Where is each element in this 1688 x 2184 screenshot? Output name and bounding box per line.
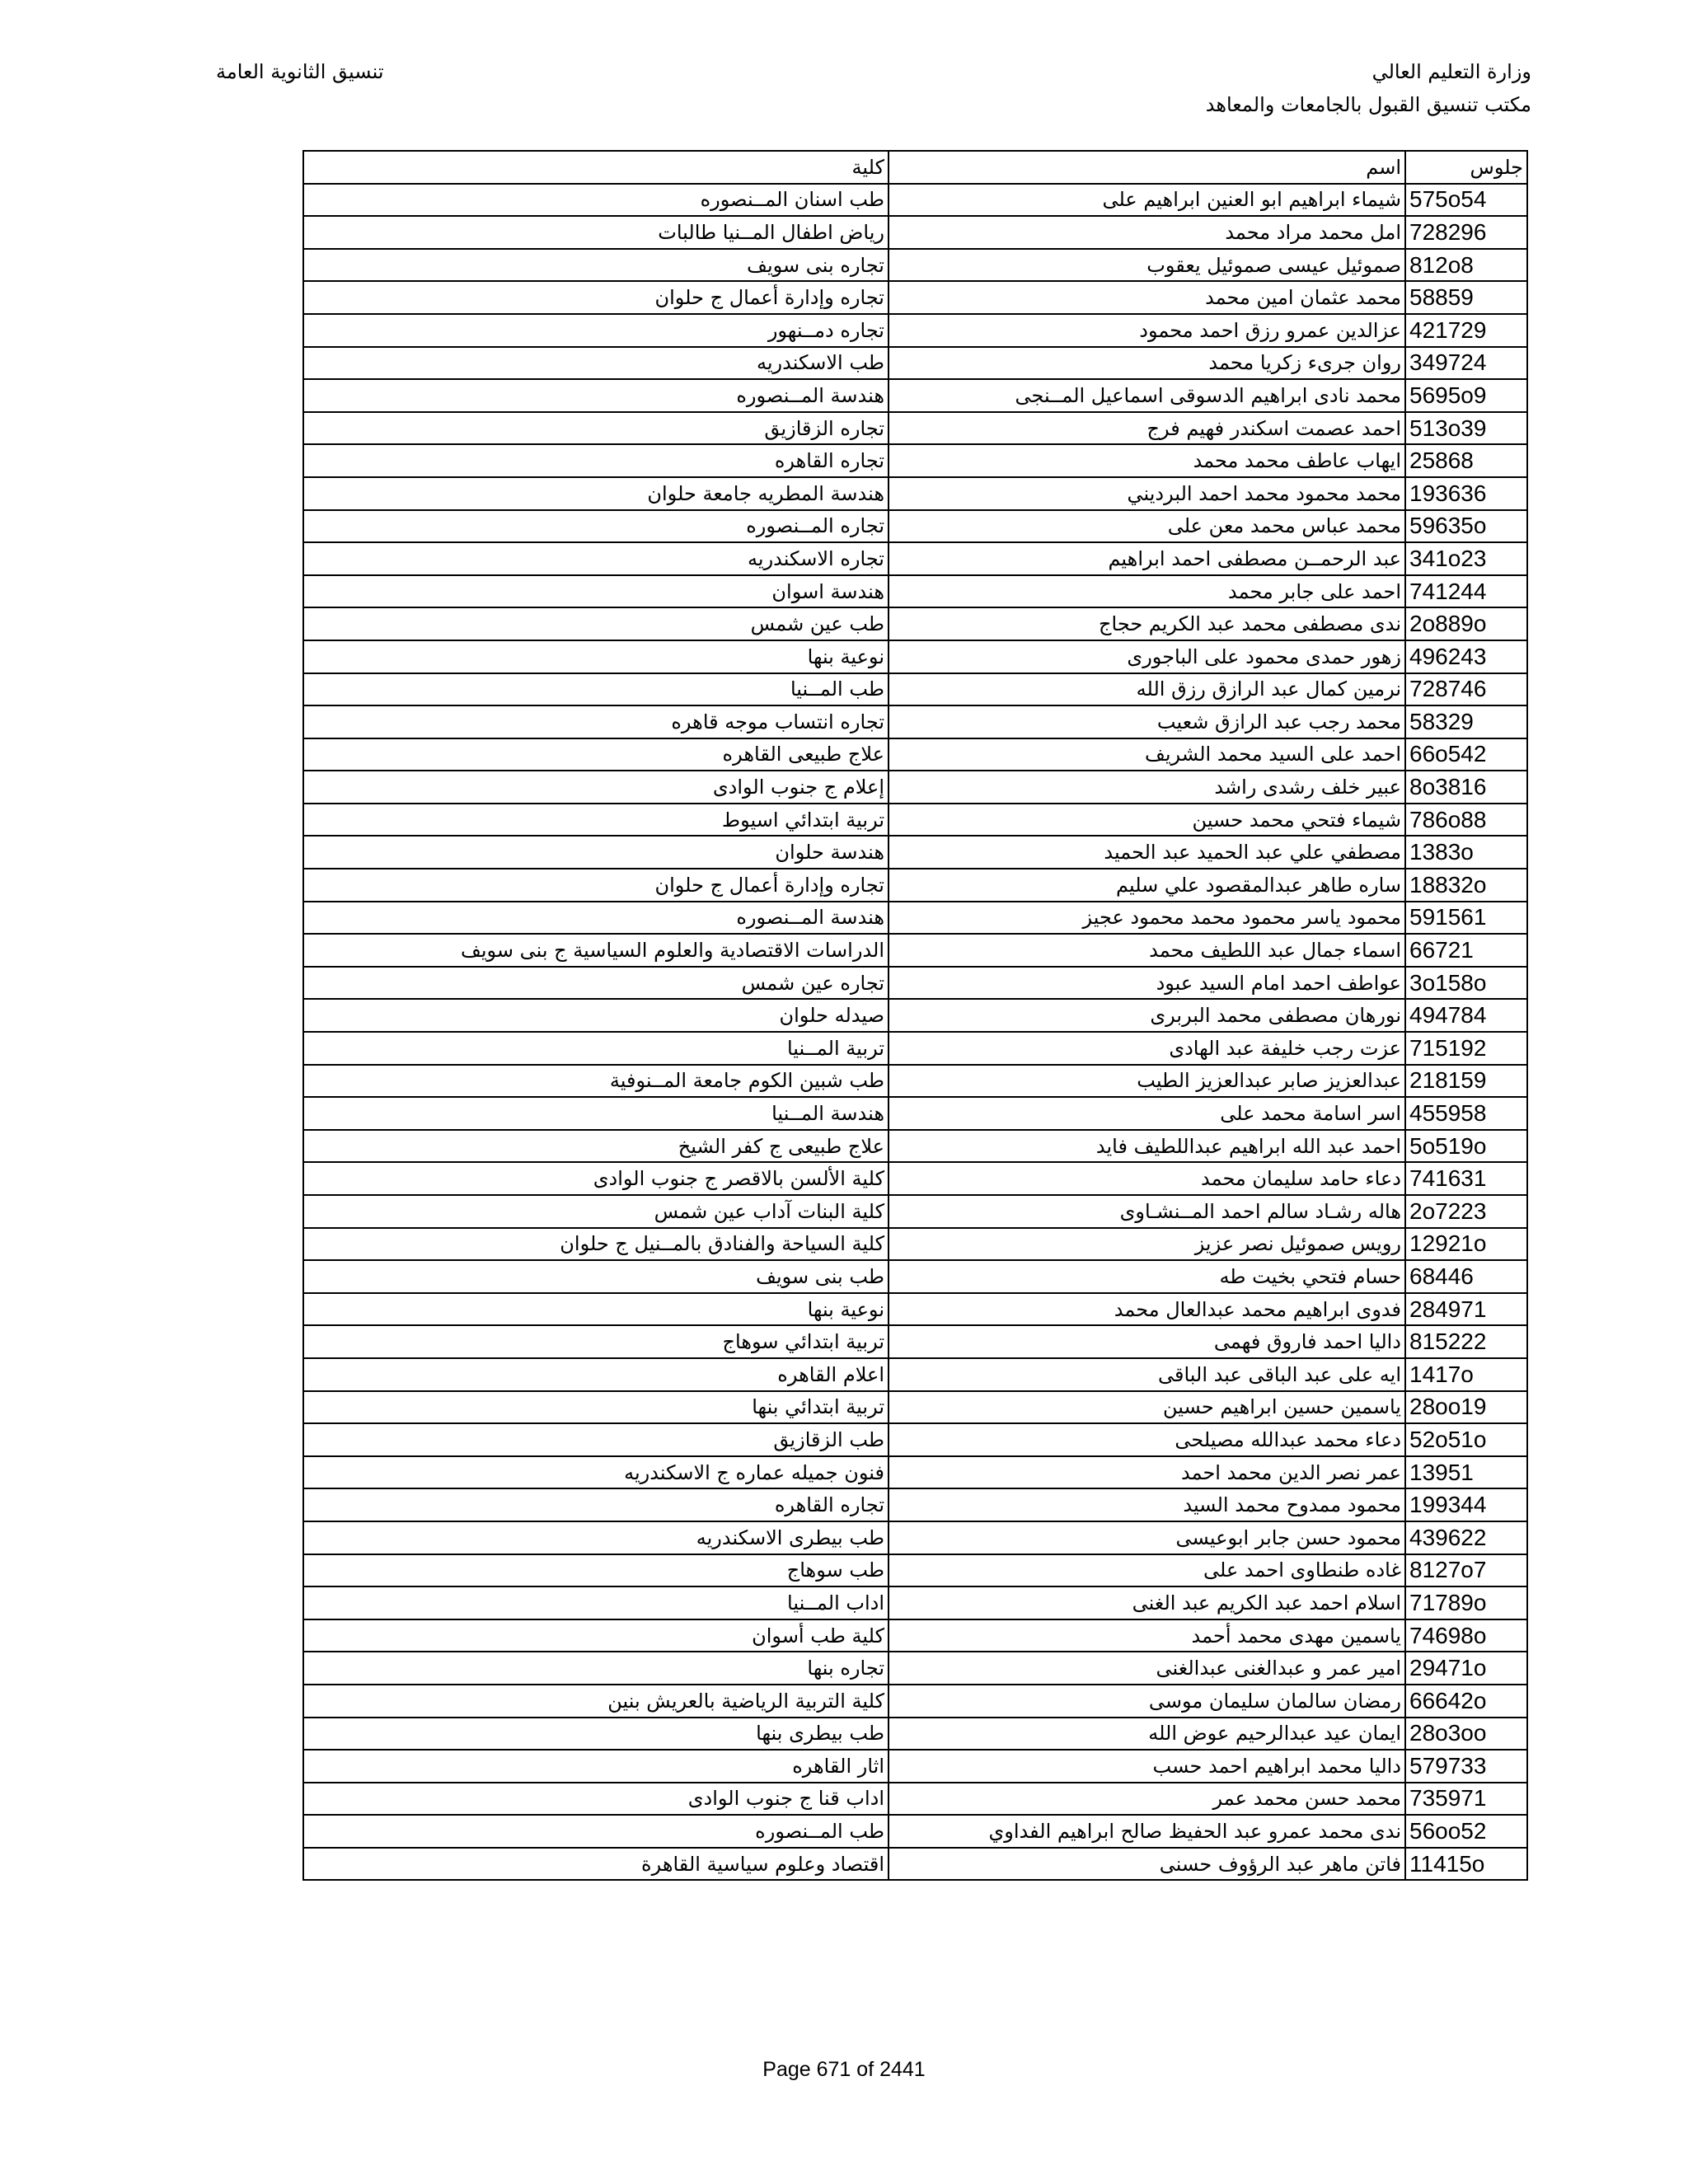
faculty-cell: طب شبين الكوم جامعة المــنوفية [303, 1065, 889, 1098]
faculty-cell: فنون جميله عماره ج الاسكندريه [303, 1456, 889, 1489]
seat-number-cell: 58859 [1405, 281, 1527, 314]
table-row [303, 575, 1527, 608]
student-name-cell: عواطف احمد امام السيد عبود [889, 967, 1405, 1000]
faculty-cell: هندسة المــنصوره [303, 902, 889, 935]
faculty-cell: كلية التربية الرياضية بالعريش بنين [303, 1685, 889, 1718]
seat-number-cell: 715192 [1405, 1032, 1527, 1065]
faculty-cell: اداب قنا ج جنوب الوادى [303, 1783, 889, 1816]
ministry-title: وزارة التعليم العالي [1372, 60, 1531, 83]
seat-number-cell: 579733 [1405, 1750, 1527, 1783]
student-name-cell: اسماء جمال عبد اللطيف محمد [889, 934, 1405, 967]
table-row [303, 444, 1527, 477]
table-row [303, 1260, 1527, 1293]
seat-number-cell: 815222 [1405, 1325, 1527, 1358]
table-row [303, 869, 1527, 902]
student-name-cell: ساره طاهر عبدالمقصود علي سليم [889, 869, 1405, 902]
table-row [303, 1718, 1527, 1750]
seat-number-cell: 2o7223 [1405, 1195, 1527, 1228]
admissions-table [302, 150, 1528, 1881]
student-name-cell: حسام فتحي بخيت طه [889, 1260, 1405, 1293]
seat-number-cell: 1383o [1405, 836, 1527, 869]
faculty-cell: طب سوهاج [303, 1554, 889, 1587]
seat-number-cell: 25868 [1405, 444, 1527, 477]
table-row [303, 902, 1527, 935]
seat-number-cell: 8o3816 [1405, 771, 1527, 804]
faculty-cell: الدراسات الاقتصادية والعلوم السياسية ج بنى سويف [303, 934, 889, 967]
faculty-cell: اعلام القاهره [303, 1358, 889, 1391]
student-name-cell: محمود ممدوح محمد السيد [889, 1488, 1405, 1521]
seat-number-cell: 8127o7 [1405, 1554, 1527, 1587]
student-name-cell: نورهان مصطفى محمد البربرى [889, 999, 1405, 1032]
seat-number-cell: 68446 [1405, 1260, 1527, 1293]
student-name-cell: ندى محمد عمرو عبد الحفيظ صالح ابراهيم الفداوي [889, 1815, 1405, 1848]
table-row [303, 1652, 1527, 1685]
seat-number-cell: 455958 [1405, 1097, 1527, 1130]
student-name-cell: رمضان سالمان سليمان موسى [889, 1685, 1405, 1718]
student-name-cell: عزت رجب خليفة عبد الهادى [889, 1032, 1405, 1065]
faculty-cell: طب بيطرى الاسكندريه [303, 1521, 889, 1554]
student-name-cell: نرمين كمال عبد الرازق رزق الله [889, 673, 1405, 706]
faculty-cell: علاج طبيعى ج كفر الشيخ [303, 1130, 889, 1163]
seat-number-cell: 29471o [1405, 1652, 1527, 1685]
student-name-cell: زهور حمدى محمود على الباجورى [889, 640, 1405, 673]
faculty-cell: كلية الألسن بالاقصر ج جنوب الوادى [303, 1162, 889, 1195]
student-name-cell: شيماء فتحي محمد حسين [889, 804, 1405, 837]
student-name-cell: احمد على السيد محمد الشريف [889, 738, 1405, 771]
table-row [303, 1456, 1527, 1489]
student-name-cell: فاتن ماهر عبد الرؤوف حسنى [889, 1848, 1405, 1881]
student-name-cell: شيماء ابراهيم ابو العنين ابراهيم على [889, 184, 1405, 217]
seat-number-cell: 12921o [1405, 1228, 1527, 1261]
student-name-cell: محمد حسن محمد عمر [889, 1783, 1405, 1816]
student-name-cell: عبير خلف رشدى راشد [889, 771, 1405, 804]
student-name-cell: محمد عباس محمد معن على [889, 510, 1405, 543]
faculty-cell: صيدله حلوان [303, 999, 889, 1032]
table-row [303, 836, 1527, 869]
seat-number-cell: 421729 [1405, 314, 1527, 347]
table-row [303, 412, 1527, 445]
table-row [303, 607, 1527, 640]
table-row [303, 804, 1527, 837]
table-row [303, 314, 1527, 347]
table-row [303, 738, 1527, 771]
table-row [303, 347, 1527, 380]
faculty-cell: كلية السياحة والفنادق بالمــنيل ج حلوان [303, 1228, 889, 1261]
seat-number-cell: 5695o9 [1405, 379, 1527, 412]
student-name-cell: محمد نادى ابراهيم الدسوقى اسماعيل المــنجى [889, 379, 1405, 412]
table-row [303, 1130, 1527, 1163]
table-row [303, 1488, 1527, 1521]
table-row [303, 1750, 1527, 1783]
faculty-cell: تجاره وإدارة أعمال ج حلوان [303, 281, 889, 314]
student-name-cell: صموئيل عيسى صموئيل يعقوب [889, 249, 1405, 282]
table-row [303, 705, 1527, 738]
faculty-cell: اداب المــنيا [303, 1586, 889, 1619]
student-name-cell: رويس صموئيل نصر عزيز [889, 1228, 1405, 1261]
table-row [303, 184, 1527, 217]
seat-number-cell: 786o88 [1405, 804, 1527, 837]
student-name-cell: احمد على جابر محمد [889, 575, 1405, 608]
student-name-cell: دعاء محمد عبدالله مصيلحى [889, 1423, 1405, 1456]
student-name-cell: ياسمين مهدى محمد أحمد [889, 1619, 1405, 1652]
table-row [303, 1848, 1527, 1881]
table-row [303, 1325, 1527, 1358]
table-row [303, 1032, 1527, 1065]
faculty-column-header: كلية [303, 151, 889, 184]
student-name-cell: عبدالعزيز صابر عبدالعزيز الطيب [889, 1065, 1405, 1098]
coordination-title: تنسيق الثانوية العامة [216, 60, 384, 83]
faculty-cell: تجاره انتساب موجه قاهره [303, 705, 889, 738]
faculty-cell: تجاره القاهره [303, 1488, 889, 1521]
student-name-cell: داليا احمد فاروق فهمى [889, 1325, 1405, 1358]
student-name-cell: امل محمد مراد محمد [889, 216, 1405, 249]
table-row [303, 1391, 1527, 1424]
seat-number-cell: 591561 [1405, 902, 1527, 935]
student-name-cell: ندى مصطفى محمد عبد الكريم حجاج [889, 607, 1405, 640]
faculty-cell: اقتصاد وعلوم سياسية القاهرة [303, 1848, 889, 1881]
seat-number-cell: 496243 [1405, 640, 1527, 673]
seat-number-cell: 349724 [1405, 347, 1527, 380]
faculty-cell: كلية طب أسوان [303, 1619, 889, 1652]
faculty-cell: طب المــنيا [303, 673, 889, 706]
seat-number-cell: 513o39 [1405, 412, 1527, 445]
faculty-cell: تجاره وإدارة أعمال ج حلوان [303, 869, 889, 902]
faculty-cell: طب المــنصوره [303, 1815, 889, 1848]
student-name-cell: ياسمين حسين ابراهيم حسين [889, 1391, 1405, 1424]
faculty-cell: تجاره عين شمس [303, 967, 889, 1000]
student-name-cell: هاله رشـاد سالم احمد المــنشـاوى [889, 1195, 1405, 1228]
student-name-cell: عزالدين عمرو رزق احمد محمود [889, 314, 1405, 347]
seat-number-cell: 494784 [1405, 999, 1527, 1032]
table-row [303, 281, 1527, 314]
faculty-cell: تجاره القاهره [303, 444, 889, 477]
faculty-cell: طب بيطرى بنها [303, 1718, 889, 1750]
faculty-cell: رياض اطفال المــنيا طالبات [303, 216, 889, 249]
faculty-cell: نوعية بنها [303, 640, 889, 673]
faculty-cell: هندسة حلوان [303, 836, 889, 869]
table-row [303, 673, 1527, 706]
seat-number-cell: 66o542 [1405, 738, 1527, 771]
page-number: Page 671 of 2441 [762, 2058, 926, 2081]
seat-number-cell: 341o23 [1405, 542, 1527, 575]
student-name-cell: ايمان عيد عبدالرحيم عوض الله [889, 1718, 1405, 1750]
table-header-row [303, 151, 1527, 184]
seat-column-header: جلوس [1405, 151, 1527, 184]
table-row [303, 640, 1527, 673]
table-row [303, 379, 1527, 412]
seat-number-cell: 74698o [1405, 1619, 1527, 1652]
table-row [303, 1228, 1527, 1261]
seat-number-cell: 735971 [1405, 1783, 1527, 1816]
student-name-cell: عمر نصر الدين محمد احمد [889, 1456, 1405, 1489]
seat-number-cell: 52o51o [1405, 1423, 1527, 1456]
student-name-cell: داليا محمد ابراهيم احمد حسب [889, 1750, 1405, 1783]
seat-number-cell: 28oo19 [1405, 1391, 1527, 1424]
faculty-cell: هندسة المــنصوره [303, 379, 889, 412]
table-row [303, 999, 1527, 1032]
student-name-cell: محمد عثمان امين محمد [889, 281, 1405, 314]
student-name-cell: ايهاب عاطف محمد محمد [889, 444, 1405, 477]
name-column-header: اسم [889, 151, 1405, 184]
seat-number-cell: 71789o [1405, 1586, 1527, 1619]
seat-number-cell: 18832o [1405, 869, 1527, 902]
faculty-cell: تجاره المــنصوره [303, 510, 889, 543]
student-name-cell: فدوى ابراهيم محمد عبدالعال محمد [889, 1293, 1405, 1326]
faculty-cell: علاج طبيعى القاهره [303, 738, 889, 771]
seat-number-cell: 28o3oo [1405, 1718, 1527, 1750]
faculty-cell: هندسة المــنيا [303, 1097, 889, 1130]
seat-number-cell: 728296 [1405, 216, 1527, 249]
seat-number-cell: 193636 [1405, 477, 1527, 510]
student-name-cell: روان جرىء زكريا محمد [889, 347, 1405, 380]
seat-number-cell: 5o519o [1405, 1130, 1527, 1163]
student-name-cell: محمد رجب عبد الرازق شعيب [889, 705, 1405, 738]
faculty-cell: طب اسنان المــنصوره [303, 184, 889, 217]
table-row [303, 1685, 1527, 1718]
faculty-cell: طب الزقازيق [303, 1423, 889, 1456]
table-row [303, 1586, 1527, 1619]
faculty-cell: تربية ابتدائي بنها [303, 1391, 889, 1424]
table-row [303, 771, 1527, 804]
seat-number-cell: 13951 [1405, 1456, 1527, 1489]
faculty-cell: تجاره بنى سويف [303, 249, 889, 282]
student-name-cell: محمود ياسر محمود محمد محمود عجيز [889, 902, 1405, 935]
table-row [303, 1293, 1527, 1326]
student-name-cell: اسر اسامة محمد على [889, 1097, 1405, 1130]
seat-number-cell: 56oo52 [1405, 1815, 1527, 1848]
student-name-cell: محمد محمود محمد احمد البرديني [889, 477, 1405, 510]
faculty-cell: تربية ابتدائي سوهاج [303, 1325, 889, 1358]
seat-number-cell: 199344 [1405, 1488, 1527, 1521]
student-name-cell: احمد عبد الله ابراهيم عبداللطيف فايد [889, 1130, 1405, 1163]
table-body [303, 184, 1527, 1881]
table-row [303, 1195, 1527, 1228]
table-row [303, 1065, 1527, 1098]
table-row [303, 1554, 1527, 1587]
seat-number-cell: 741244 [1405, 575, 1527, 608]
seat-number-cell: 66642o [1405, 1685, 1527, 1718]
table-row [303, 216, 1527, 249]
student-name-cell: محمود حسن جابر ابوعيسى [889, 1521, 1405, 1554]
faculty-cell: هندسة اسوان [303, 575, 889, 608]
table-row [303, 542, 1527, 575]
table-row [303, 967, 1527, 1000]
table-row [303, 1162, 1527, 1195]
faculty-cell: تجاره دمــنهور [303, 314, 889, 347]
table-row [303, 1783, 1527, 1816]
faculty-cell: إعلام ج جنوب الوادى [303, 771, 889, 804]
table-row [303, 1619, 1527, 1652]
student-name-cell: اسلام احمد عبد الكريم عبد الغنى [889, 1586, 1405, 1619]
faculty-cell: طب عين شمس [303, 607, 889, 640]
seat-number-cell: 66721 [1405, 934, 1527, 967]
seat-number-cell: 284971 [1405, 1293, 1527, 1326]
seat-number-cell: 575o54 [1405, 184, 1527, 217]
seat-number-cell: 741631 [1405, 1162, 1527, 1195]
student-name-cell: عبد الرحمــن مصطفى احمد ابراهيم [889, 542, 1405, 575]
seat-number-cell: 59635o [1405, 510, 1527, 543]
table-row [303, 1097, 1527, 1130]
table-row [303, 1358, 1527, 1391]
seat-number-cell: 3o158o [1405, 967, 1527, 1000]
faculty-cell: تربية المــنيا [303, 1032, 889, 1065]
table-row [303, 249, 1527, 282]
student-name-cell: مصطفي علي عبد الحميد عبد الحميد [889, 836, 1405, 869]
faculty-cell: تجاره الاسكندريه [303, 542, 889, 575]
faculty-cell: اثار القاهره [303, 1750, 889, 1783]
seat-number-cell: 728746 [1405, 673, 1527, 706]
table-row [303, 1815, 1527, 1848]
seat-number-cell: 58329 [1405, 705, 1527, 738]
seat-number-cell: 218159 [1405, 1065, 1527, 1098]
table-row [303, 934, 1527, 967]
student-name-cell: احمد عصمت اسكندر فهيم فرج [889, 412, 1405, 445]
table-row [303, 477, 1527, 510]
faculty-cell: كلية البنات آداب عين شمس [303, 1195, 889, 1228]
seat-number-cell: 11415o [1405, 1848, 1527, 1881]
student-name-cell: دعاء حامد سليمان محمد [889, 1162, 1405, 1195]
seat-number-cell: 812o8 [1405, 249, 1527, 282]
faculty-cell: نوعية بنها [303, 1293, 889, 1326]
faculty-cell: تجاره الزقازيق [303, 412, 889, 445]
faculty-cell: تربية ابتدائي اسيوط [303, 804, 889, 837]
student-name-cell: ايه على عبد الباقى عبد الباقى [889, 1358, 1405, 1391]
student-name-cell: امير عمر و عبدالغنى عبدالغنى [889, 1652, 1405, 1685]
table-row [303, 1423, 1527, 1456]
office-title: مكتب تنسيق القبول بالجامعات والمعاهد [1205, 93, 1531, 116]
faculty-cell: هندسة المطريه جامعة حلوان [303, 477, 889, 510]
student-name-cell: غاده طنطاوى احمد على [889, 1554, 1405, 1587]
table-row [303, 1521, 1527, 1554]
faculty-cell: طب الاسكندريه [303, 347, 889, 380]
table-row [303, 510, 1527, 543]
faculty-cell: تجاره بنها [303, 1652, 889, 1685]
faculty-cell: طب بنى سويف [303, 1260, 889, 1293]
seat-number-cell: 439622 [1405, 1521, 1527, 1554]
seat-number-cell: 2o889o [1405, 607, 1527, 640]
seat-number-cell: 1417o [1405, 1358, 1527, 1391]
